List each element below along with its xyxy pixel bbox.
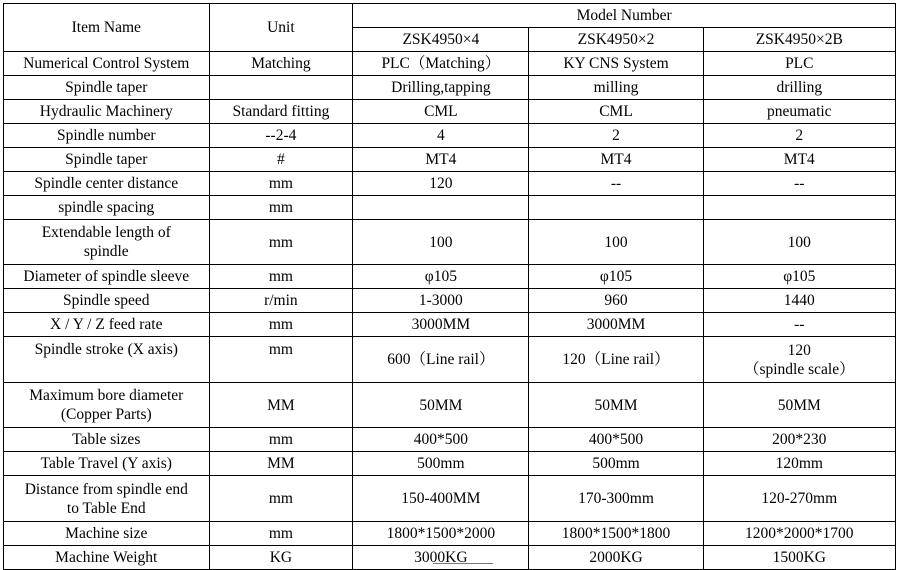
row-unit: mm: [209, 172, 353, 196]
row-value-model-3: --: [703, 172, 895, 196]
row-value-model-1: MT4: [353, 148, 529, 172]
row-value-model-1: 150-400MM: [353, 476, 529, 522]
row-value-model-1: CML: [353, 100, 529, 124]
row-unit: --2-4: [209, 124, 353, 148]
row-value-model-3: 120mm: [703, 452, 895, 476]
row-unit: mm: [209, 220, 353, 265]
row-value-model-3: φ105: [703, 265, 895, 289]
header-model: ZSK4950×4: [353, 28, 529, 52]
row-item-name: Spindle speed: [4, 289, 210, 313]
row-item-name: Maximum bore diameter (Copper Parts): [4, 383, 210, 428]
row-value-model-1: Drilling,tapping: [353, 76, 529, 100]
table-row: [4, 383, 896, 428]
row-value-model-2: 2: [529, 124, 703, 148]
table-row: [4, 289, 896, 313]
page-edge-mark: [433, 563, 493, 569]
row-value-model-2: 120（Line rail）: [529, 337, 703, 383]
row-value-model-3: 120-270mm: [703, 476, 895, 522]
row-item-name: Spindle taper: [4, 148, 210, 172]
row-item-name: Table sizes: [4, 428, 210, 452]
row-value-model-2: MT4: [529, 148, 703, 172]
row-unit: Standard fitting: [209, 100, 353, 124]
row-value-model-2: KY CNS System: [529, 52, 703, 76]
table-row: [4, 196, 896, 220]
row-item-name: Spindle stroke (X axis): [4, 337, 210, 383]
row-unit: [209, 76, 353, 100]
row-item-name: Diameter of spindle sleeve: [4, 265, 210, 289]
row-value-model-2: 100: [529, 220, 703, 265]
row-value-model-2: 400*500: [529, 428, 703, 452]
row-item-name: Spindle center distance: [4, 172, 210, 196]
row-unit: MM: [209, 452, 353, 476]
row-value-model-3: 50MM: [703, 383, 895, 428]
row-unit: mm: [209, 196, 353, 220]
table-row: [4, 476, 896, 522]
row-value-model-3: 1440: [703, 289, 895, 313]
row-value-model-1: 120: [353, 172, 529, 196]
row-value-model-2: 170-300mm: [529, 476, 703, 522]
row-value-model-3: 2: [703, 124, 895, 148]
row-value-model-2: --: [529, 172, 703, 196]
row-value-model-2: 2000KG: [529, 546, 703, 570]
table-row: [4, 337, 896, 383]
table-row: [4, 124, 896, 148]
row-value-model-1: 1800*1500*2000: [353, 522, 529, 546]
table-row: [4, 172, 896, 196]
header-row: [4, 4, 896, 28]
row-unit: Matching: [209, 52, 353, 76]
header-item-name: Item Name: [4, 4, 210, 52]
row-item-name: Spindle taper: [4, 76, 210, 100]
row-item-name: Table Travel (Y axis): [4, 452, 210, 476]
row-value-model-2: 960: [529, 289, 703, 313]
spec-body: [4, 52, 896, 570]
row-unit: mm: [209, 265, 353, 289]
row-value-model-3: [703, 196, 895, 220]
row-value-model-3: 1500KG: [703, 546, 895, 570]
row-item-name: Spindle number: [4, 124, 210, 148]
row-item-name: Machine size: [4, 522, 210, 546]
table-row: [4, 452, 896, 476]
row-value-model-3: 1200*2000*1700: [703, 522, 895, 546]
row-unit: mm: [209, 476, 353, 522]
row-value-model-1: 3000MM: [353, 313, 529, 337]
row-value-model-3: MT4: [703, 148, 895, 172]
header-model: ZSK4950×2B: [703, 28, 895, 52]
row-value-model-3: drilling: [703, 76, 895, 100]
row-item-name: Hydraulic Machinery: [4, 100, 210, 124]
row-value-model-2: [529, 196, 703, 220]
row-value-model-1: 50MM: [353, 383, 529, 428]
row-value-model-1: 4: [353, 124, 529, 148]
row-unit: mm: [209, 337, 353, 383]
row-value-model-3: 100: [703, 220, 895, 265]
row-value-model-2: 3000MM: [529, 313, 703, 337]
row-unit: mm: [209, 428, 353, 452]
row-item-name: Numerical Control System: [4, 52, 210, 76]
row-unit: r/min: [209, 289, 353, 313]
row-value-model-3: 120 （spindle scale）: [703, 337, 895, 383]
row-value-model-3: --: [703, 313, 895, 337]
row-unit: mm: [209, 313, 353, 337]
row-value-model-2: 1800*1500*1800: [529, 522, 703, 546]
row-value-model-2: CML: [529, 100, 703, 124]
row-item-name: Distance from spindle end to Table End: [4, 476, 210, 522]
table-row: [4, 428, 896, 452]
row-unit: mm: [209, 522, 353, 546]
row-value-model-2: 500mm: [529, 452, 703, 476]
row-value-model-1: [353, 196, 529, 220]
row-value-model-2: 50MM: [529, 383, 703, 428]
row-value-model-1: 3000KG: [353, 546, 529, 570]
row-value-model-3: 200*230: [703, 428, 895, 452]
row-value-model-1: PLC（Matching）: [353, 52, 529, 76]
row-value-model-1: φ105: [353, 265, 529, 289]
row-value-model-1: 600（Line rail）: [353, 337, 529, 383]
spec-table: [3, 3, 896, 570]
row-unit: #: [209, 148, 353, 172]
table-row: [4, 148, 896, 172]
row-item-name: spindle spacing: [4, 196, 210, 220]
header-model-number: Model Number: [353, 4, 896, 28]
row-unit: KG: [209, 546, 353, 570]
row-value-model-1: 500mm: [353, 452, 529, 476]
table-row: [4, 76, 896, 100]
row-value-model-1: 1-3000: [353, 289, 529, 313]
table-row: [4, 100, 896, 124]
row-item-name: Extendable length of spindle: [4, 220, 210, 265]
header-model: ZSK4950×2: [529, 28, 703, 52]
table-row: [4, 313, 896, 337]
row-value-model-3: pneumatic: [703, 100, 895, 124]
table-row: [4, 220, 896, 265]
row-value-model-1: 100: [353, 220, 529, 265]
row-value-model-3: PLC: [703, 52, 895, 76]
row-value-model-2: milling: [529, 76, 703, 100]
table-row: [4, 522, 896, 546]
row-unit: MM: [209, 383, 353, 428]
table-row: [4, 265, 896, 289]
row-item-name: Machine Weight: [4, 546, 210, 570]
row-item-name: X / Y / Z feed rate: [4, 313, 210, 337]
row-value-model-2: φ105: [529, 265, 703, 289]
table-row: [4, 52, 896, 76]
header-unit: Unit: [209, 4, 353, 52]
row-value-model-1: 400*500: [353, 428, 529, 452]
